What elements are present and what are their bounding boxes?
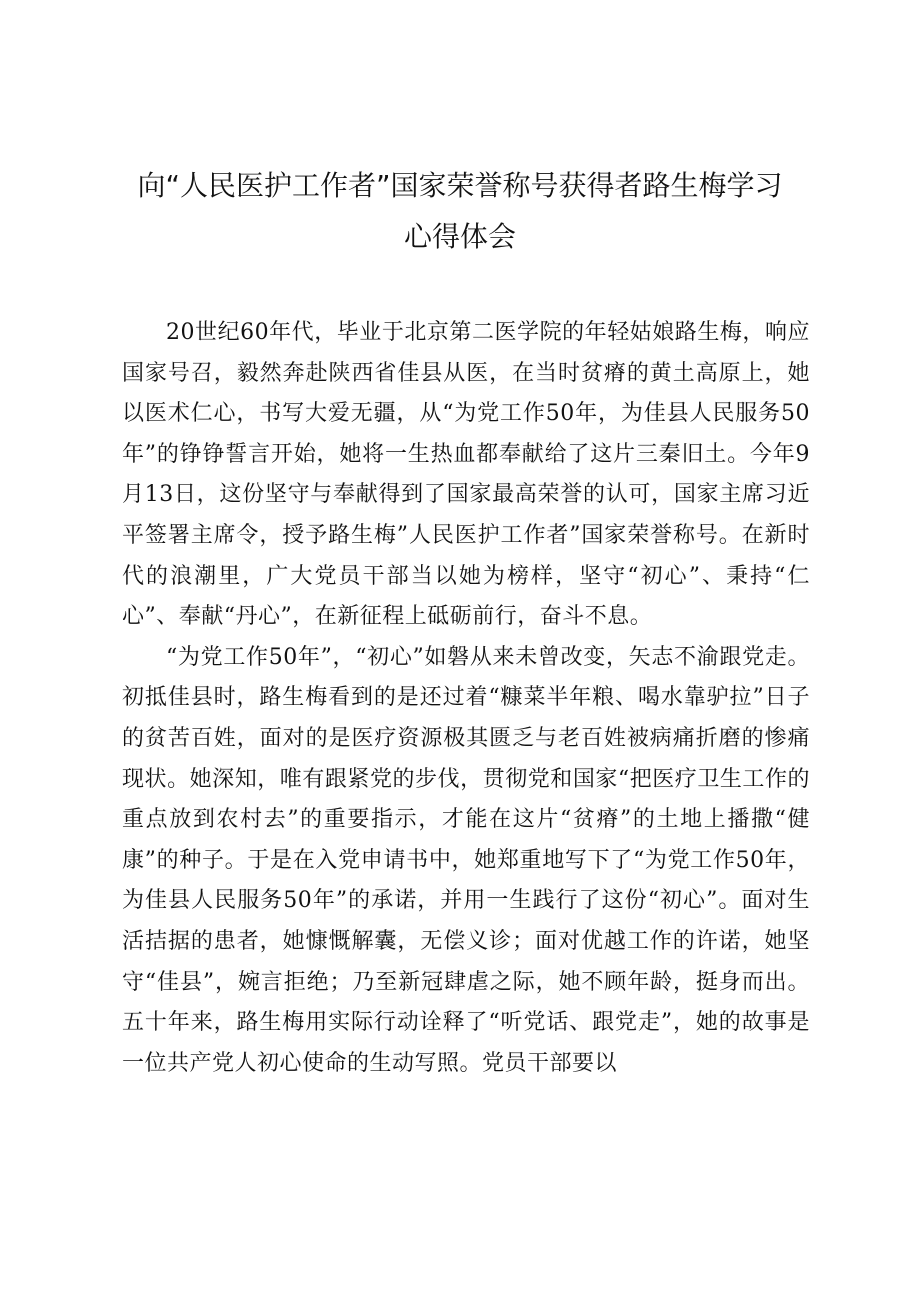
title-line-2: 心得体会 [403,220,516,253]
paragraph-1: 20世纪60年代，毕业于北京第二医学院的年轻姑娘路生梅，响应国家号召，毅然奔赴陕西省佳县从医，在当时贫瘠的黄土高原上，她以医术仁心，书写大爱无疆，从“为党工作50年，为佳县人民服务50年”的铮铮誓言开始，她将一生热血都奉献给了这片三秦旧土。今年9月13日，这份坚守与奉献得到了国家最高荣誉的认可，国家主席习近平签署主席令，授予路生梅”人民医护工作者”国家荣誉称号。在新时代的浪潮里，广大党员干部当以她为榜样，坚守“初心”、秉持“仁心”、奉献“丹心”，在新征程上砥砺前行，奋斗不息。 [122,320,810,630]
paragraph-2: “为党工作50年”，“初心”如磐从来未曾改变，矢志不渝跟党走。初抵佳县时，路生梅看到的是还过着“糠菜半年粮、喝水靠驴拉”日子的贫苦百姓，面对的是医疗资源极其匮乏与老百姓被病痛折磨的惨痛现状。她深知，唯有跟紧党的步伐，贯彻党和国家“把医疗卫生工作的重点放到农村去”的重要指示，才能在这片“贫瘠”的土地上播撒“健康”的种子。于是在入党申请书中，她郑重地写下了“为党工作50年，为佳县人民服务50年”的承诺，并用一生践行了这份“初心”。面对生活拮据的患者，她慷慨解囊，无偿义诊；面对优越工作的许诺，她坚守“佳县”，婉言拒绝；乃至新冠肆虐之际，她不顾年龄，挺身而出。五十年来，路生梅用实际行动诠释了“听党话、跟党走”，她的故事是一位共产党人初心使命的生动写照。党员干部要以 [122,644,810,1076]
document-title [120,160,800,262]
title-line-1: 向“人民医护工作者”国家荣誉称号获得者路生梅学习 [137,169,783,202]
document-body [122,313,810,1084]
